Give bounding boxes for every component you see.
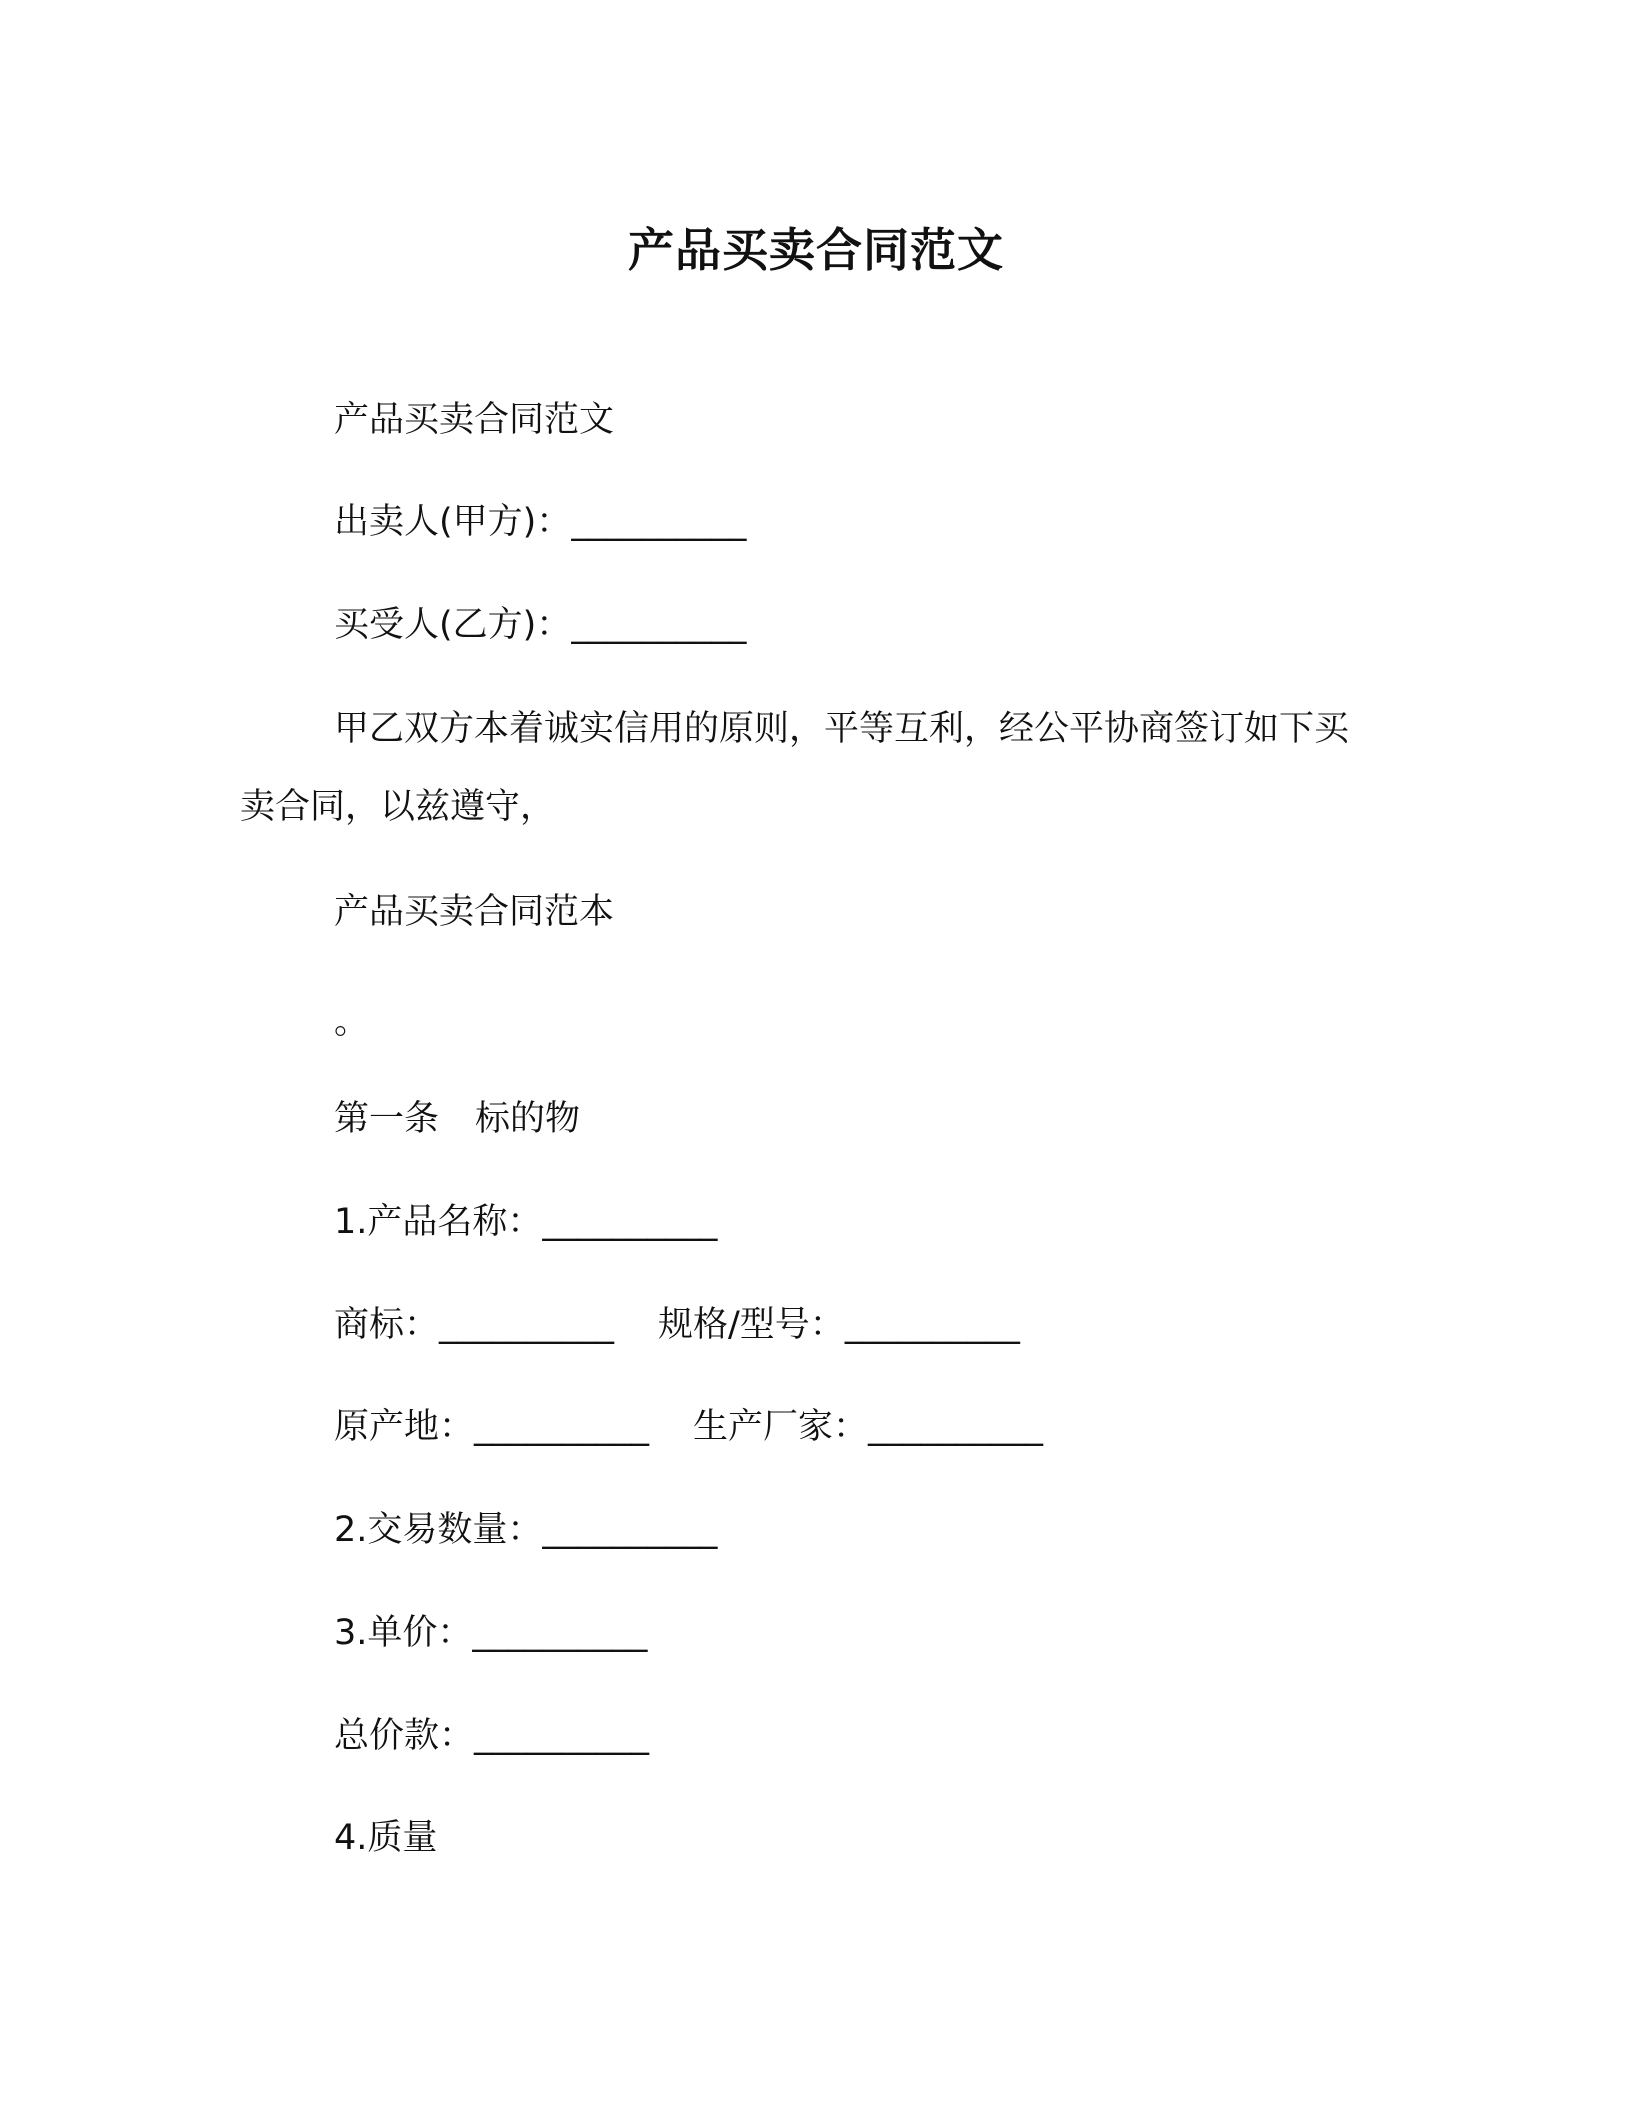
seller-blank: __________ (571, 502, 747, 542)
total-price-blank: __________ (474, 1716, 650, 1756)
period-mark: 。 (334, 1002, 370, 1042)
total-price-label: 总价款： (334, 1716, 475, 1756)
article-1-title: 标的物 (475, 1099, 581, 1139)
quality-heading: 4.质量 (334, 1818, 438, 1858)
trademark-label: 商标： (334, 1305, 440, 1345)
article-1-number: 第一条 (334, 1099, 440, 1139)
template-heading: 产品买卖合同范本 (334, 892, 615, 932)
unit-price-blank: __________ (472, 1613, 648, 1653)
manufacturer-blank: __________ (868, 1407, 1044, 1447)
model-blank: __________ (844, 1305, 1020, 1345)
product-name-line (334, 1200, 717, 1244)
origin-manufacturer-line (334, 1405, 1043, 1449)
article-1-heading (334, 1097, 580, 1141)
product-name-blank: __________ (542, 1202, 718, 1242)
quantity-line (334, 1508, 717, 1552)
quantity-blank: __________ (542, 1510, 718, 1550)
seller-line (334, 500, 746, 544)
intro-paragraph: 甲乙双方本着诚实信用的原则，平等互利，经公平协商签订如下买卖合同，以兹遵守， (240, 709, 1350, 827)
document-title: 产品买卖合同范文 (628, 223, 1004, 277)
model-label: 规格/型号： (658, 1305, 845, 1345)
unit-price-line (334, 1611, 647, 1655)
manufacturer-label: 生产厂家： (693, 1407, 869, 1447)
unit-price-label: 3.单价： (334, 1613, 473, 1653)
quantity-label: 2.交易数量： (334, 1510, 543, 1550)
buyer-line (334, 603, 746, 647)
origin-blank: __________ (474, 1407, 650, 1447)
buyer-blank: __________ (571, 605, 747, 645)
origin-label: 原产地： (334, 1407, 475, 1447)
trademark-blank: __________ (439, 1305, 615, 1345)
product-name-label: 1.产品名称： (334, 1202, 543, 1242)
buyer-label: 买受人(乙方)： (334, 605, 572, 645)
document-subtitle: 产品买卖合同范文 (334, 400, 615, 440)
trademark-model-line (334, 1303, 1020, 1347)
seller-label: 出卖人(甲方)： (334, 502, 572, 542)
total-price-line (334, 1714, 649, 1758)
